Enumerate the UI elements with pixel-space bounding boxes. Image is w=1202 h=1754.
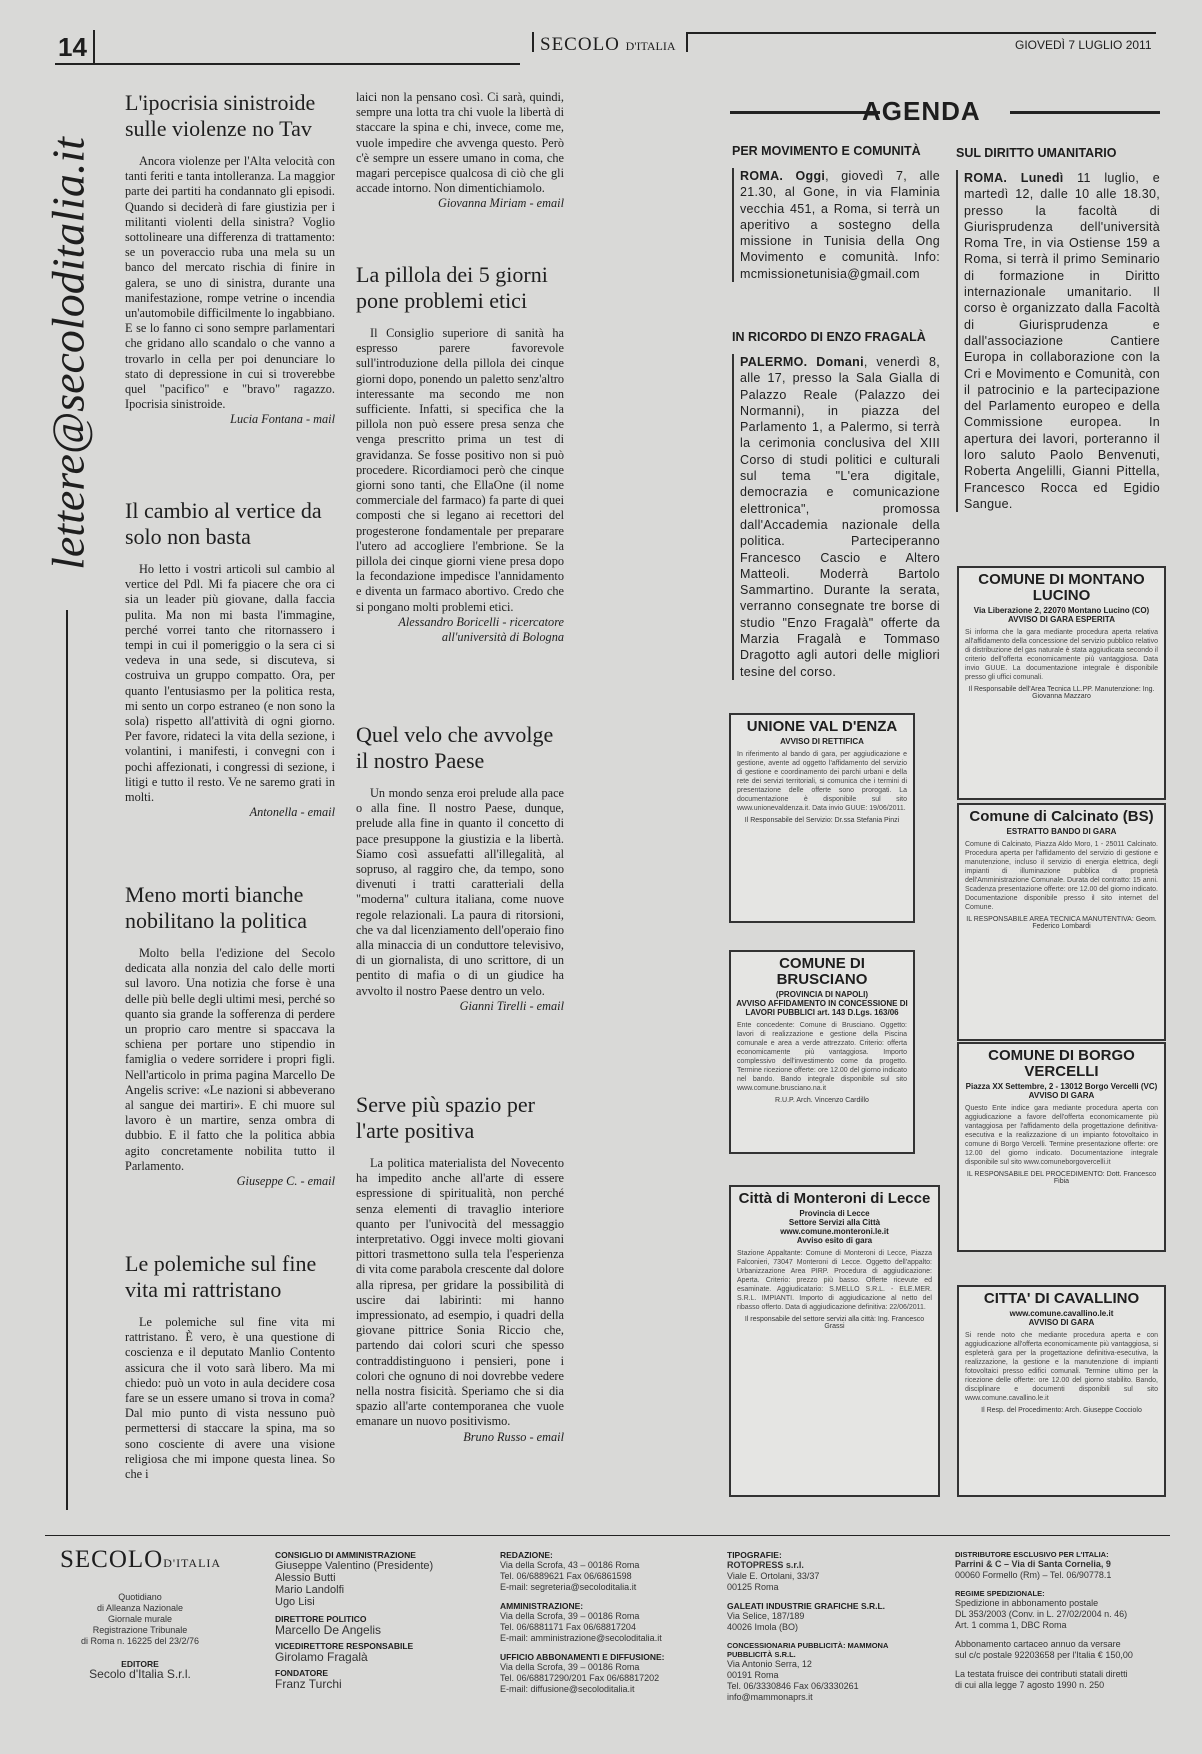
footer-value: DL 353/2003 (Conv. in L. 27/02/2004 n. 46): [955, 1609, 1128, 1619]
footer-value: Art. 1 comma 1, DBC Roma: [955, 1620, 1067, 1630]
footer-desc-line: Giornale murale: [107, 1614, 173, 1624]
footer-value: 00060 Formello (Rm) – Tel. 06/90778.1: [955, 1570, 1112, 1580]
ad-title: Comune di Calcinato (BS): [969, 808, 1154, 825]
ad-signer: R.U.P. Arch. Vincenzo Cardillo: [775, 1097, 869, 1104]
letter-6: [356, 722, 564, 1014]
letter-title: L'ipocrisia sinistroide sulle violenze no Tav: [125, 90, 316, 141]
footer-value: Tel. 06/68817290/201 Fax 06/68817202: [500, 1673, 660, 1683]
letter-7: [356, 1092, 564, 1445]
footer-desc-line: Quotidiano: [118, 1592, 162, 1602]
footer-heading: FONDATORE: [275, 1668, 329, 1678]
letter-body: laici non la pensano così. Ci sarà, quindi, sempre una lotta tra chi vuole la libertà di staccare la spina e chi, invece, come me, vuole impedire che avvenga questo. Però c'è sempre un essere umano in coma, che magari percepisce qualcosa di ciò che gli accade intorno. Non dimentichiamolo.: [356, 90, 564, 196]
margin-rule: [66, 610, 68, 1510]
ad-title: COMUNE DI BORGO VERCELLI: [988, 1047, 1135, 1080]
letter-signature: Bruno Russo - email: [463, 1429, 564, 1444]
footer-value: 40026 Imola (BO): [727, 1622, 799, 1632]
footer-value: Abbonamento cartaceo annuo da versare: [955, 1639, 1121, 1649]
footer-value: 00125 Roma: [727, 1582, 779, 1592]
header-rule-left: [55, 63, 520, 65]
ad-borgo-vercelli: [957, 1042, 1166, 1252]
footer-heading: DISTRIBUTORE ESCLUSIVO PER L'ITALIA:: [955, 1550, 1109, 1559]
footer-value: Ugo Lisi: [275, 1596, 315, 1608]
agenda-lead: ROMA. Oggi: [740, 169, 826, 183]
letter-4-continued: [356, 90, 564, 211]
masthead-title: SECOLO: [540, 34, 620, 55]
footer-logo-title: SECOLO: [60, 1546, 164, 1573]
header-divider: [532, 32, 534, 52]
footer-heading: AMMINISTRAZIONE:: [500, 1601, 584, 1611]
footer-value: Via Selice, 187/189: [727, 1611, 805, 1621]
footer-value: Via della Scrofa, 39 – 00186 Roma: [500, 1662, 640, 1672]
agenda-title: AGENDA: [862, 96, 981, 126]
footer-value: Via della Scrofa, 39 – 00186 Roma: [500, 1611, 640, 1621]
agenda-item-1: [732, 144, 940, 282]
ad-body: Questo Ente indice gara mediante procedura aperta con aggiudicazione a favore dell'offerta economicamente più vantaggiosa per l'affidamento della progettazione definitiva-esecutiva e la realizzazione di un impianto fotovoltaico in comune di Borgo Vercelli. Termine presentazione offerte: ore 12.00 del giorno indicato. Documentazione integrale disponibile sul sito www.comuneborgovercelli.it: [965, 1105, 1158, 1166]
letter-title: Meno morti bianche nobilitano la politica: [125, 882, 308, 933]
agenda-text: , giovedì 7, alle 21.30, al Gone, in via Flaminia vecchia 451, a Roma, si terrà un aperitivo a sostegno della missione in Tunisia della Ong Movimento e comunità. Info: mcmissionetunisia@gmail.com: [740, 169, 940, 281]
ad-title: Città di Monteroni di Lecce: [738, 1190, 931, 1207]
letter-title: Il cambio al vertice da solo non basta: [125, 498, 322, 549]
ad-body: Si rende noto che mediante procedura aperta e con aggiudicazione all'offerta economicamente più vantaggiosa, si espleterà gara per la progettazione definitiva-esecutiva, la realizzazione, la gestione e la manutenzione di impianti fotovoltaici presso edifici comunali. Termine ultimo per la ricezione delle offerte: ore 12.00 del giorno stabilito. Bando, disciplinare e documenti disponibili sul sito www.comune.cavallino.le.it: [965, 1332, 1158, 1402]
letter-body: Molto bella l'edizione del Secolo dedicata alla nonzia del calo delle morti sul lavoro. Una notizia che forse è una delle più belle degli ultimi mesi, perché so quanto sia grande la sofferenza di perdere un proprio caro mentre si spaccava la schiena per portare uno stipendio in famiglia o vedere sorridere i propri figli. Nell'articolo in prima pagina Marcello De Angelis scrive: «Le nazioni si abbeverano al sangue dei martiri». E chi muore sul lavoro è un martire, senza ombra di dubbio. E il fatto che la politica abbia agito concretamente nobilita tutto il Parlamento.: [125, 946, 335, 1173]
ad-body: Si informa che la gara mediante procedura aperta relativa all'affidamento della concessione del servizio pubblico relativo di distribuzione del gas naturale è stata aggiudicata secondo il criterio dell'offerta economicamente più vantaggiosa. Data invio GUUE. La documentazione integrale è disponibile presso gli uffici comunali.: [965, 629, 1158, 681]
footer-rule: [45, 1535, 1170, 1536]
letter-signature: Gianni Tirelli - email: [459, 998, 564, 1013]
footer-value: E-mail: segreteria@secoloditalia.it: [500, 1582, 637, 1592]
footer-value: Parrini & C – Via di Santa Cornelia, 9: [955, 1559, 1111, 1569]
footer-value: E-mail: amministrazione@secoloditalia.it: [500, 1633, 662, 1643]
footer-value: Via Antonio Serra, 12: [727, 1659, 812, 1669]
footer-value: E-mail: diffusione@secoloditalia.it: [500, 1684, 635, 1694]
footer-desc-line: di Alleanza Nazionale: [96, 1603, 184, 1613]
footer-col-distribution: [955, 1550, 1170, 1691]
footer-heading: VICEDIRETTORE RESPONSABILE: [275, 1641, 414, 1651]
letter-title: La pillola dei 5 giorni pone problemi etici: [356, 262, 548, 313]
ad-body: Comune di Calcinato, Piazza Aldo Moro, 1 - 25011 Calcinato. Procedura aperta per l'affidamento del servizio di gestione e manutenzione, incluso il servizio di energia elettrica, degli impianti di illuminazione pubblica di proprietà dell'Amministrazione Comunale. Durata del contratto: 15 anni. Scadenza presentazione offerte: ore 12.00 del giorno indicato. Documentazione disponibile presso il sito internet del Comune.: [965, 841, 1158, 911]
footer-value: Tel. 06/6881171 Fax 06/68817204: [500, 1622, 636, 1632]
letter-5: [356, 262, 564, 645]
footer-value: Girolamo Fragalà: [275, 1650, 368, 1664]
ad-comune-brusciano: [729, 950, 915, 1154]
letter-body: Ho letto i vostri articoli sul cambio al vertice del Pdl. Mi fa piacere che ora ci sia un leader più giovane, dalla faccia pulita. Ma non mi basta l'immagine, perché vorrei tanto che ritornassero i tempi in cui il pomeriggio o la sera ci si vedeva in una sede, si discuteva, si costruiva un gruppo compatto. Ora, per quanto l'entusiasmo per la politica resta, mi sento un corpo estraneo (e non sono la sola) rispetto all'attività di ogni giorno. Per favore, ridateci la vita della sezione, i volantini, i manifesti, i convegni con i pochi affezionati, i congressi di sezione, i litigi e tutto il resto. Ve ne saremo grati in molti.: [125, 562, 335, 805]
agenda-lead: ROMA. Lunedì: [964, 171, 1064, 185]
footer-heading: CONCESSIONARIA PUBBLICITÀ: MAMMONA PUBBLICITÀ S.R.L.: [727, 1641, 889, 1659]
masthead: [540, 34, 676, 56]
letter-body: La politica materialista del Novecento ha impedito anche all'arte di essere espressione di spiritualità, non perché senza elementi di travaglio interiore quanto per l'univocità del messaggio interpretativo. Oggi invece molti giovani pittori trasmettono sulla tela l'esperienza di vita come parabola crescente dal dolore alla ripresa, per gridare la possibilità di uscire dai labirinti: mi hanno impressionato, ad esempio, i quadri della giovane pittrice Sonia Riccio che, partendo dai colori scuri che spesso contraddistinguono i pensieri, pone i colori che ognuno di noi dovrebbe vedere nella nostra fisicità. Speriamo che si dia spazio all'arte contemporanea che vuole emanare un nuovo positivismo.: [356, 1156, 564, 1429]
ad-body: Ente concedente: Comune di Brusciano. Oggetto: lavori di realizzazione e gestione della Piscina comunale e area a verde attrezzato. Criterio: offerta economicamente più vantaggiosa. Importo complessivo dell'investimento come da progetto. Termine ricezione offerte: ore 12.00 del giorno indicato nel bando. Bando integrale disponibile sul sito www.comune.brusciano.na.it: [737, 1022, 907, 1092]
footer-value: La testata fruisce dei contributi statali diretti: [955, 1669, 1128, 1679]
letter-signature: Alessandro Boricelli - ricercatore all'università di Bologna: [398, 614, 564, 644]
agenda-text: 11 luglio, e martedì 12, dalle 10 alle 18.30, presso la facoltà di Giurisprudenza dell'università Roma Tre, in via Ostiense 159 a Roma, si terrà il primo Seminario di formazione in Diritto internazionale umanitario. Il corso è organizzato dalla Facoltà di Giurisprudenza e dall'associazione Cantiere Europa in collaborazione con la Cri e Movimento e Comunità, con il patrocinio e la partecipazione del Parlamento europeo e della Commissione europea. In apertura dei lavori, porteranno il loro saluto Paolo Benvenuti, Roberta Angelilli, Gianni Pittella, Francesco Rocca ed Egidio Sangue.: [964, 171, 1160, 511]
letter-4: [125, 1251, 335, 1482]
footer-value: Tel. 06/3330846 Fax 06/3330261: [727, 1681, 859, 1691]
footer-publisher-label: EDITORE: [121, 1659, 159, 1669]
ad-subtitle: AVVISO DI RETTIFICA: [780, 737, 864, 746]
page-number: 14: [58, 32, 87, 62]
letter-title: Serve più spazio per l'arte positiva: [356, 1092, 535, 1143]
letter-title: Quel velo che avvolge il nostro Paese: [356, 722, 554, 773]
footer-value: Mario Landolfi: [275, 1584, 345, 1596]
letter-body: Un mondo senza eroi prelude alla pace o alla fine. Il nostro Paese, dunque, prelude alla fine in quanto il concetto di pace presuppone la giustizia e la libertà. Siamo così assuefatti all'illegalità, al sopruso, al raggiro che, da tempo, sono divenuti i tratti caratteriali della "moderna" cultura italiana, come nuove regole relazionali. La paura di ritorsioni, che va dal licenziamento dell'operaio fino alla minaccia di un conduttore televisivo, di un giornalista, di uno scrittore, di un pentito di mafia o di un giudice ha avvolto il nostro Paese dentro un velo.: [356, 786, 564, 998]
footer-desc-line: Registrazione Tribunale: [92, 1625, 188, 1635]
footer-heading: REGIME SPEDIZIONALE:: [955, 1589, 1045, 1598]
footer-col-board: [275, 1550, 470, 1691]
agenda-rule-right: [1010, 111, 1160, 114]
letter-signature: Giovanna Miriam - email: [437, 196, 564, 211]
footer-value: sul c/c postale 92203658 per l'Italia € 150,00: [955, 1650, 1133, 1660]
vertical-email-label: [38, 95, 98, 620]
ad-subtitle: ESTRATTO BANDO DI GARA: [1006, 827, 1117, 836]
header-divider: [686, 32, 688, 52]
footer-desc-line: di Roma n. 16225 del 23/2/76: [80, 1636, 200, 1646]
letter-signature: Lucia Fontana - mail: [230, 412, 335, 427]
footer-col-printing: [727, 1550, 927, 1703]
footer-value: Via della Scrofa, 43 – 00186 Roma: [500, 1560, 640, 1570]
letter-signature: Antonella - email: [249, 805, 335, 820]
footer-value[interactable]: info@mammonaprs.it: [727, 1692, 813, 1702]
email-address[interactable]: lettere@secoloditalia.it: [42, 137, 94, 570]
masthead-suffix: D'ITALIA: [625, 39, 676, 53]
footer-logo-suffix: D'ITALIA: [163, 1556, 222, 1570]
agenda-heading: SUL DIRITTO UMANITARIO: [956, 146, 1117, 160]
header-divider: [93, 30, 95, 64]
ad-unione-val-denza: [729, 713, 915, 923]
footer-value: ROTOPRESS s.r.l.: [727, 1560, 804, 1570]
footer-col-offices: [500, 1550, 710, 1695]
ad-signer: Il responsabile del settore servizi alla città: Ing. Francesco Grassi: [744, 1316, 925, 1330]
footer-value: 00191 Roma: [727, 1670, 779, 1680]
letter-3: [125, 882, 335, 1189]
ad-title: COMUNE DI MONTANO LUCINO: [978, 571, 1145, 604]
ad-subtitle: Via Liberazione 2, 22070 Montano Lucino (CO) AVVISO DI GARA ESPERITA: [973, 606, 1150, 624]
footer-heading: REDAZIONE:: [500, 1550, 553, 1560]
agenda-lead: PALERMO. Domani: [740, 355, 864, 369]
ad-cavallino: [957, 1285, 1166, 1497]
ad-subtitle: (PROVINCIA DI NAPOLI) AVVISO AFFIDAMENTO IN CONCESSIONE DI LAVORI PUBBLICI art. 143 D.Lgs. 163/06: [736, 990, 908, 1017]
agenda-heading: IN RICORDO DI ENZO FRAGALÀ: [732, 330, 926, 344]
ad-monteroni-lecce: [729, 1185, 940, 1497]
footer-value: Franz Turchi: [275, 1677, 342, 1691]
ad-subtitle: Piazza XX Settembre, 2 - 13012 Borgo Vercelli (VC) AVVISO DI GARA: [965, 1082, 1158, 1100]
agenda-item-3: [956, 146, 1160, 512]
footer-value: Marcello De Angelis: [275, 1623, 382, 1637]
letter-body: Il Consiglio superiore di sanità ha espresso parere favorevole sull'introduzione della pillola dei cinque giorni dopo, ponendo un paletto senz'altro interessante ma secondo me non sufficiente. Infatti, si specifica che la pillola non può essere presa senza che venga prescritto prima un test di gravidanza. Se fosse positivo non si può procedere. Ricordiamoci però che cinque giorni sono tanti, che EllaOne (il nome commerciale del farmaco) fa parte di quei composti che si legano ai recettori del progesterone fondamentale per preparare l'utero ad accogliere l'embrione. Se la pillola dei cinque giorni viene presa dopo la fecondazione impedisce l'annidamento e diventa un farmaco abortivo. Credo che si pongano molti problemi etici.: [356, 326, 564, 614]
ad-title: UNIONE VAL D'ENZA: [746, 718, 898, 735]
letter-title: Le polemiche sul fine vita mi rattristano: [125, 1251, 317, 1302]
letter-signature: Giuseppe C. - email: [236, 1174, 335, 1189]
footer-value: Viale E. Ortolani, 33/37: [727, 1571, 820, 1581]
agenda-heading: PER MOVIMENTO E COMUNITÀ: [732, 144, 921, 158]
footer-heading: TIPOGRAFIE:: [727, 1550, 782, 1560]
footer-value: Alessio Butti: [275, 1572, 336, 1584]
ad-montano-lucino: [957, 566, 1166, 800]
issue-date: GIOVEDÌ 7 LUGLIO 2011: [1015, 38, 1152, 52]
footer-heading: CONSIGLIO DI AMMINISTRAZIONE: [275, 1550, 416, 1560]
ad-calcinato: [957, 803, 1166, 1041]
ad-body: In riferimento al bando di gara, per aggiudicazione e gestione, avente ad oggetto l'affidamento del servizio di gestione e coordinamento dei parchi urbani e della rete dei servizi territoriali, si comunica che i termini di presentazione delle offerte sono prorogati. La documentazione è disponibile sul sito www.unionevaldenza.it. Data invio GUUE: 19/06/2011.: [737, 751, 907, 812]
footer-logo: [60, 1546, 221, 1574]
footer-heading: GALEATI INDUSTRIE GRAFICHE S.R.L.: [727, 1601, 886, 1611]
letter-body: Le polemiche sul fine vita mi rattristano. È vero, è una questione di coscienza e il deputato Manlio Contento assicura che il voto sarà libero. Ma mi chiedo: può un voto in aula decidere cosa fare se un essere umano si trova in coma? Dal mio punto di vista nessuno può permettersi di staccare la spina, ma so sono cosciente di avere una visione religiosa che mi impone questa linea. So che i: [125, 1315, 335, 1482]
ad-title: CITTA' DI CAVALLINO: [983, 1290, 1140, 1307]
letter-body: Ancora violenze per l'Alta velocità con tanti feriti e tanta intolleranza. La maggior parte dei partiti ha condannato gli episodi. Quando si deciderà di fare giustizia per i militanti violenti della sinistra? Voglio sottolineare una differenza di trattamento: se un poveraccio ruba una mela su un banco del mercato rischia di finire in galera, se uno di sinistra, durante una manifestazione, rompe vetrine o incendia un'automobile difficilmente lo ingabbiano. E se lo fanno ci sono sempre parlamentari che gridano allo scandalo o che vanno a trovarlo in cella per poi denunciare lo stato di depressione in cui si troverebbe quel "pacifico" e "bravo" ragazzo. Ipocrisia sinistroide.: [125, 154, 335, 412]
footer-value: di cui alla legge 7 agosto 1990 n. 250: [955, 1680, 1105, 1690]
footer-description: [60, 1592, 220, 1680]
agenda-item-2: [732, 330, 940, 680]
footer-value: Tel. 06/6889621 Fax 06/6861598: [500, 1571, 632, 1581]
ad-signer: Il Responsabile dell'Area Tecnica LL.PP. Manutenzione: Ing. Giovanna Mazzaro: [968, 686, 1155, 700]
footer-publisher: Secolo d'Italia S.r.l.: [89, 1667, 191, 1681]
agenda-text: , venerdì 8, alle 17, presso la Sala Gialla di Palazzo Reale (Palazzo dei Normanni), in piazza del Parlamento 1, a Palermo, si terrà la cerimonia conclusiva del XIII Corso di studi politici e culturali sul tema "L'era digitale, democrazia e comunicazione elettronica", promossa dall'Accademia nazionale della politica. Parteciperanno Francesco Cascio e Altero Matteoli. Moderrà Bartolo Sammartino. Durante la serata, verranno consegnate tre borse di studio "Enzo Fragalà" offerte da Marzia Fragalà e Tommaso Dragotto agli autori delle migliori tesine del corso.: [740, 355, 940, 679]
footer-value: Giuseppe Valentino (Presidente): [275, 1560, 434, 1572]
agenda-rule-left: [730, 111, 880, 114]
ad-subtitle: Provincia di Lecce Settore Servizi alla Città www.comune.monteroni.le.it Avviso esito di gara: [780, 1209, 889, 1245]
letter-1: [125, 90, 335, 427]
ad-signer: Il Responsabile del Servizio: Dr.ssa Stefania Pinzi: [744, 817, 900, 824]
ad-title: COMUNE DI BRUSCIANO: [776, 955, 868, 988]
ad-signer: Il Resp. del Procedimento: Arch. Giuseppe Cocciolo: [981, 1407, 1142, 1414]
footer-heading: DIRETTORE POLITICO: [275, 1614, 367, 1624]
letter-2: [125, 498, 335, 820]
ad-signer: IL RESPONSABILE AREA TECNICA MANUTENTIVA: Geom. Federico Lombardi: [966, 916, 1157, 930]
ad-body: Stazione Appaltante: Comune di Monteroni di Lecce, Piazza Falconieri, 73047 Monteroni di Lecce. Oggetto dell'appalto: Urbanizzazione Area PIRP. Procedura di aggiudicazione: Aperta. Criterio: prezzo più basso. Offerte ricevute ed esaminate. Aggiudicatario: S.MELLO S.R.L. - ELE.MER. S.R.L. IMPIANTI. Importo di aggiudicazione al netto del ribasso offerto. Data di aggiudicazione definitiva: 22/06/2011.: [737, 1250, 932, 1311]
footer-value: Spedizione in abbonamento postale: [955, 1598, 1099, 1608]
footer-heading: UFFICIO ABBONAMENTI E DIFFUSIONE:: [500, 1652, 665, 1662]
ad-signer: IL RESPONSABILE DEL PROCEDIMENTO: Dott. Francesco Fibia: [966, 1171, 1157, 1185]
ad-subtitle: www.comune.cavallino.le.it AVVISO DI GARA: [1009, 1309, 1114, 1327]
header-rule-right: [686, 32, 1156, 34]
